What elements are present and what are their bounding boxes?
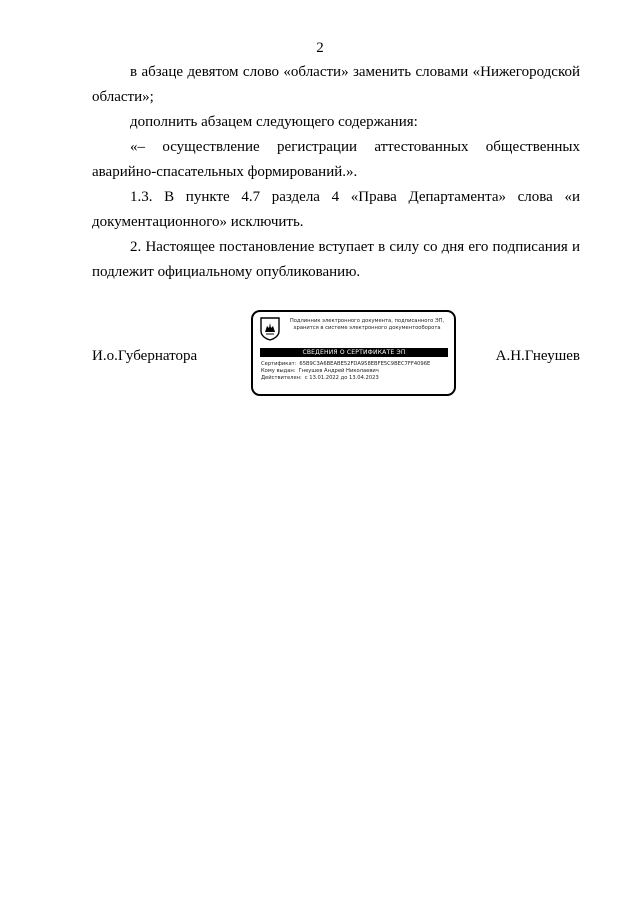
signer-name: А.Н.Гнеушев xyxy=(495,348,580,364)
certificate-label: Сертификат: xyxy=(261,361,297,367)
page-number: 2 xyxy=(316,40,324,56)
paragraph-2: дополнить абзацем следующего содержания: xyxy=(130,114,418,130)
document-body xyxy=(92,60,580,285)
stamp-certificate-line xyxy=(261,361,451,368)
certificate-value: 65B9C3A6BEABE52FDA958EBFE5C9BEC7FF4096E xyxy=(299,361,431,367)
valid-value: с 13.01.2022 до 13.04.2023 xyxy=(304,375,379,381)
stamp-header-bar: СВЕДЕНИЯ О СЕРТИФИКАТЕ ЭП xyxy=(260,348,448,357)
paragraph-1: в абзаце девятом слово «области» заменить словами «Нижегородской области»; xyxy=(92,64,580,105)
stamp-details xyxy=(261,361,451,382)
stamp-issued-line xyxy=(261,368,451,375)
paragraph-3: «– осуществление регистрации аттестованных общественных аварийно-спасательных формирований.». xyxy=(92,139,580,180)
issued-to-value: Гнеушев Андрей Николаевич xyxy=(298,368,379,374)
stamp-top-line-1: Подлинник электронного документа, подписанного ЭП, xyxy=(289,318,445,324)
stamp-top-text xyxy=(283,318,451,332)
stamp-top-line-2: хранится в системе электронного документооборота xyxy=(293,325,441,331)
issued-to-label: Кому выдан: xyxy=(261,368,296,374)
stamp-valid-line xyxy=(261,375,451,382)
electronic-signature-stamp xyxy=(251,310,456,396)
coat-of-arms-icon xyxy=(260,317,280,341)
paragraph-5: 2. Настоящее постановление вступает в силу со дня его подписания и подлежит официальному опубликованию. xyxy=(92,239,580,280)
valid-label: Действителен: xyxy=(261,375,302,381)
signer-title: И.о.Губернатора xyxy=(92,348,198,364)
paragraph-4: 1.3. В пункте 4.7 раздела 4 «Права Департамента» слова «и документационного» исключить. xyxy=(92,189,580,230)
